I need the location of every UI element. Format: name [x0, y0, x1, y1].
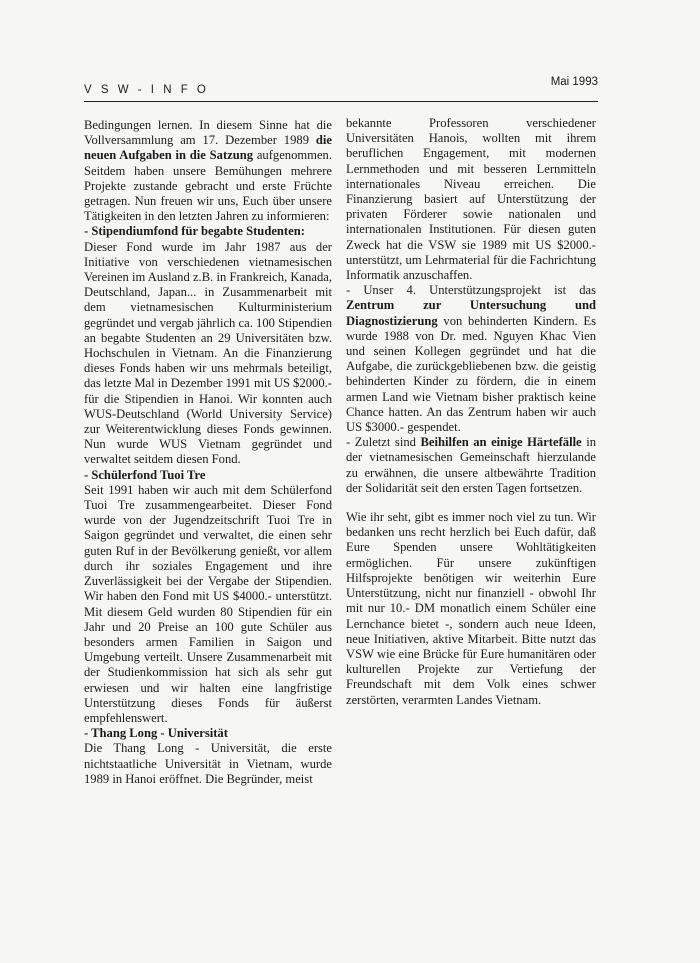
- section-heading-schuelerfond: - Schülerfond Tuoi Tre: [84, 467, 206, 482]
- issue-date: Mai 1993: [550, 76, 598, 88]
- closing-paragraph: Wie ihr seht, gibt es immer noch viel zu tun. Wir bedanken uns recht herzlich bei Euch dafür, daß Eure Spenden unsere Wohltätigkeiten ermöglichen. Für unsere zukünftigen Hilfsprojekte benötigen wir weiterhin Eure Unterstützung, nicht nur finanziell - obwohl Ihr mit nur 10.- DM monatlich einem Schüler eine Lernchance bietet -, sondern auch neue Ideen, neue Initiativen, aktive Mitarbeit. Bitte nutzt das VSW wie eine Brücke für Eure humanitären oder kulturellen Projekte zur Vertiefung der Freundschaft mit dem Volk eines schwer zerstörten, verarmten Landes Vietnam.: [346, 510, 596, 707]
- haertefaelle-bold: Beihilfen an einige Härtefälle: [420, 435, 582, 450]
- section-text-stipendiumfond: Dieser Fond wurde im Jahr 1987 aus der Initiative von verschiedenen vietnamesischen Vereinen im Ausland z.B. in Frankreich, Kanada, Deutschland, Japan... in Zusammenarbeit mit dem vietnamesischen Kulturministerium gegründet und vergab jährlich ca. 100 Stipendien an begabte Studenten an 29 Universitäten bzw. Hochschulen in Vietnam. An die Finanzierung dieses Fonds haben wir uns mehrmals beteiligt, das letzte Mal in Dezember 1991 mit US $2000.- für die Stipendien in Hanoi. Wir konnten auch WUS-Deutschland (World University Service) zur Weiterentwicklung dieses Fonds gewinnen. Nun wurde WUS Vietnam gegründet und verwaltet seitdem diesen Fond.: [84, 239, 332, 467]
- left-column: [84, 118, 332, 787]
- intro-paragraph: [84, 118, 332, 224]
- header-rule: [84, 101, 598, 102]
- intro-text-1: Bedingungen lernen. In diesem Sinne hat die Vollversammlung am 17. Dezember 1989: [84, 118, 332, 148]
- intro-text-2: aufgenommen. Seitdem haben unsere Bemühungen mehrere Projekte zustande gebracht und erste Früchte getragen. Nun freuen wir uns, Euch über unsere Tätigkeiten in den letzten Jahren zu informieren:: [84, 148, 333, 224]
- right-column: [346, 116, 596, 708]
- newsletter-title: V S W - I N F O: [84, 84, 209, 96]
- zentrum-bold: Zentrum zur Untersuchung und Diagnostizierung: [346, 298, 596, 328]
- haertefaelle-paragraph: - Zuletzt sind Beihilfen an einige Härtefälle in der vietnamesischen Gemeinschaft hierzulande zu erwähnen, die unsere altbewährte Tradition der Solidarität seit den ersten Tagen fortsetzen.: [346, 435, 596, 495]
- intro-bold: die neuen Aufgaben in die Satzung: [84, 133, 332, 163]
- section-text-thang-long: Die Thang Long - Universität, die erste nichtstaatliche Universität in Vietnam, wurde 1989 in Hanoi eröffnet. Die Begründer, meist: [84, 741, 332, 786]
- thang-long-continuation: bekannte Professoren verschiedener Universitäten Hanois, wollten mit ihrem beruflichen Engagement, mit modernen Lernmethoden und mit besseren Lernmitteln internationales Niveau erreichen. Die Finanzierung basiert auf Unterstützung der privaten Förderer sowie nationalen und internationalen Institutionen. Für diesen guten Zweck hat die VSW sie 1989 mit US $2000.- unterstützt, um Lehrmaterial für die Fachrichtung Informatik anzuschaffen.: [346, 116, 596, 283]
- section-heading-thang-long: - Thang Long - Universität: [84, 726, 228, 741]
- section-text-schuelerfond: Seit 1991 haben wir auch mit dem Schülerfond Tuoi Tre zusammengearbeitet. Dieser Fond wurde von der Jugendzeitschrift Tuoi Tre in Saigon gegründet und verwaltet, die einen sehr guten Ruf in der Bevölkerung genießt, vor allem durch ihr soziales Engagement und ihre Zuverlässigkeit bei der Vergabe der Stipendien. Wir haben den Fond mit US $4000.- unterstützt. Mit diesem Geld wurden 80 Stipendien für ein Jahr und 20 Preise an 100 gute Schüler aus besonders armen Familien in Saigon und Umgebung verteilt. Unsere Zusammenarbeit mit der Studienkommission hat sich als sehr gut erwiesen und wir halten eine langfristige Unterstützung dieses Fonds für äußerst empfehlenswert.: [84, 482, 332, 725]
- section-heading-stipendiumfond: - Stipendiumfond für begabte Studenten:: [84, 224, 305, 239]
- paragraph-gap: [346, 496, 596, 510]
- zentrum-paragraph: - Unser 4. Unterstützungsprojekt ist das Zentrum zur Untersuchung und Diagnostizierung von behinderten Kindern. Es wurde 1988 von Dr. med. Nguyen Khac Vien und seinen Kollegen gegründet und hat die Aufgabe, die zurückgebliebenen bzw. die geistig behinderten Kinder zu fördern, die in einem armen Land wie Vietnam bisher praktisch keine Chance hatten. An das Zentrum haben wir auch US $3000.- gespendet.: [346, 283, 596, 435]
